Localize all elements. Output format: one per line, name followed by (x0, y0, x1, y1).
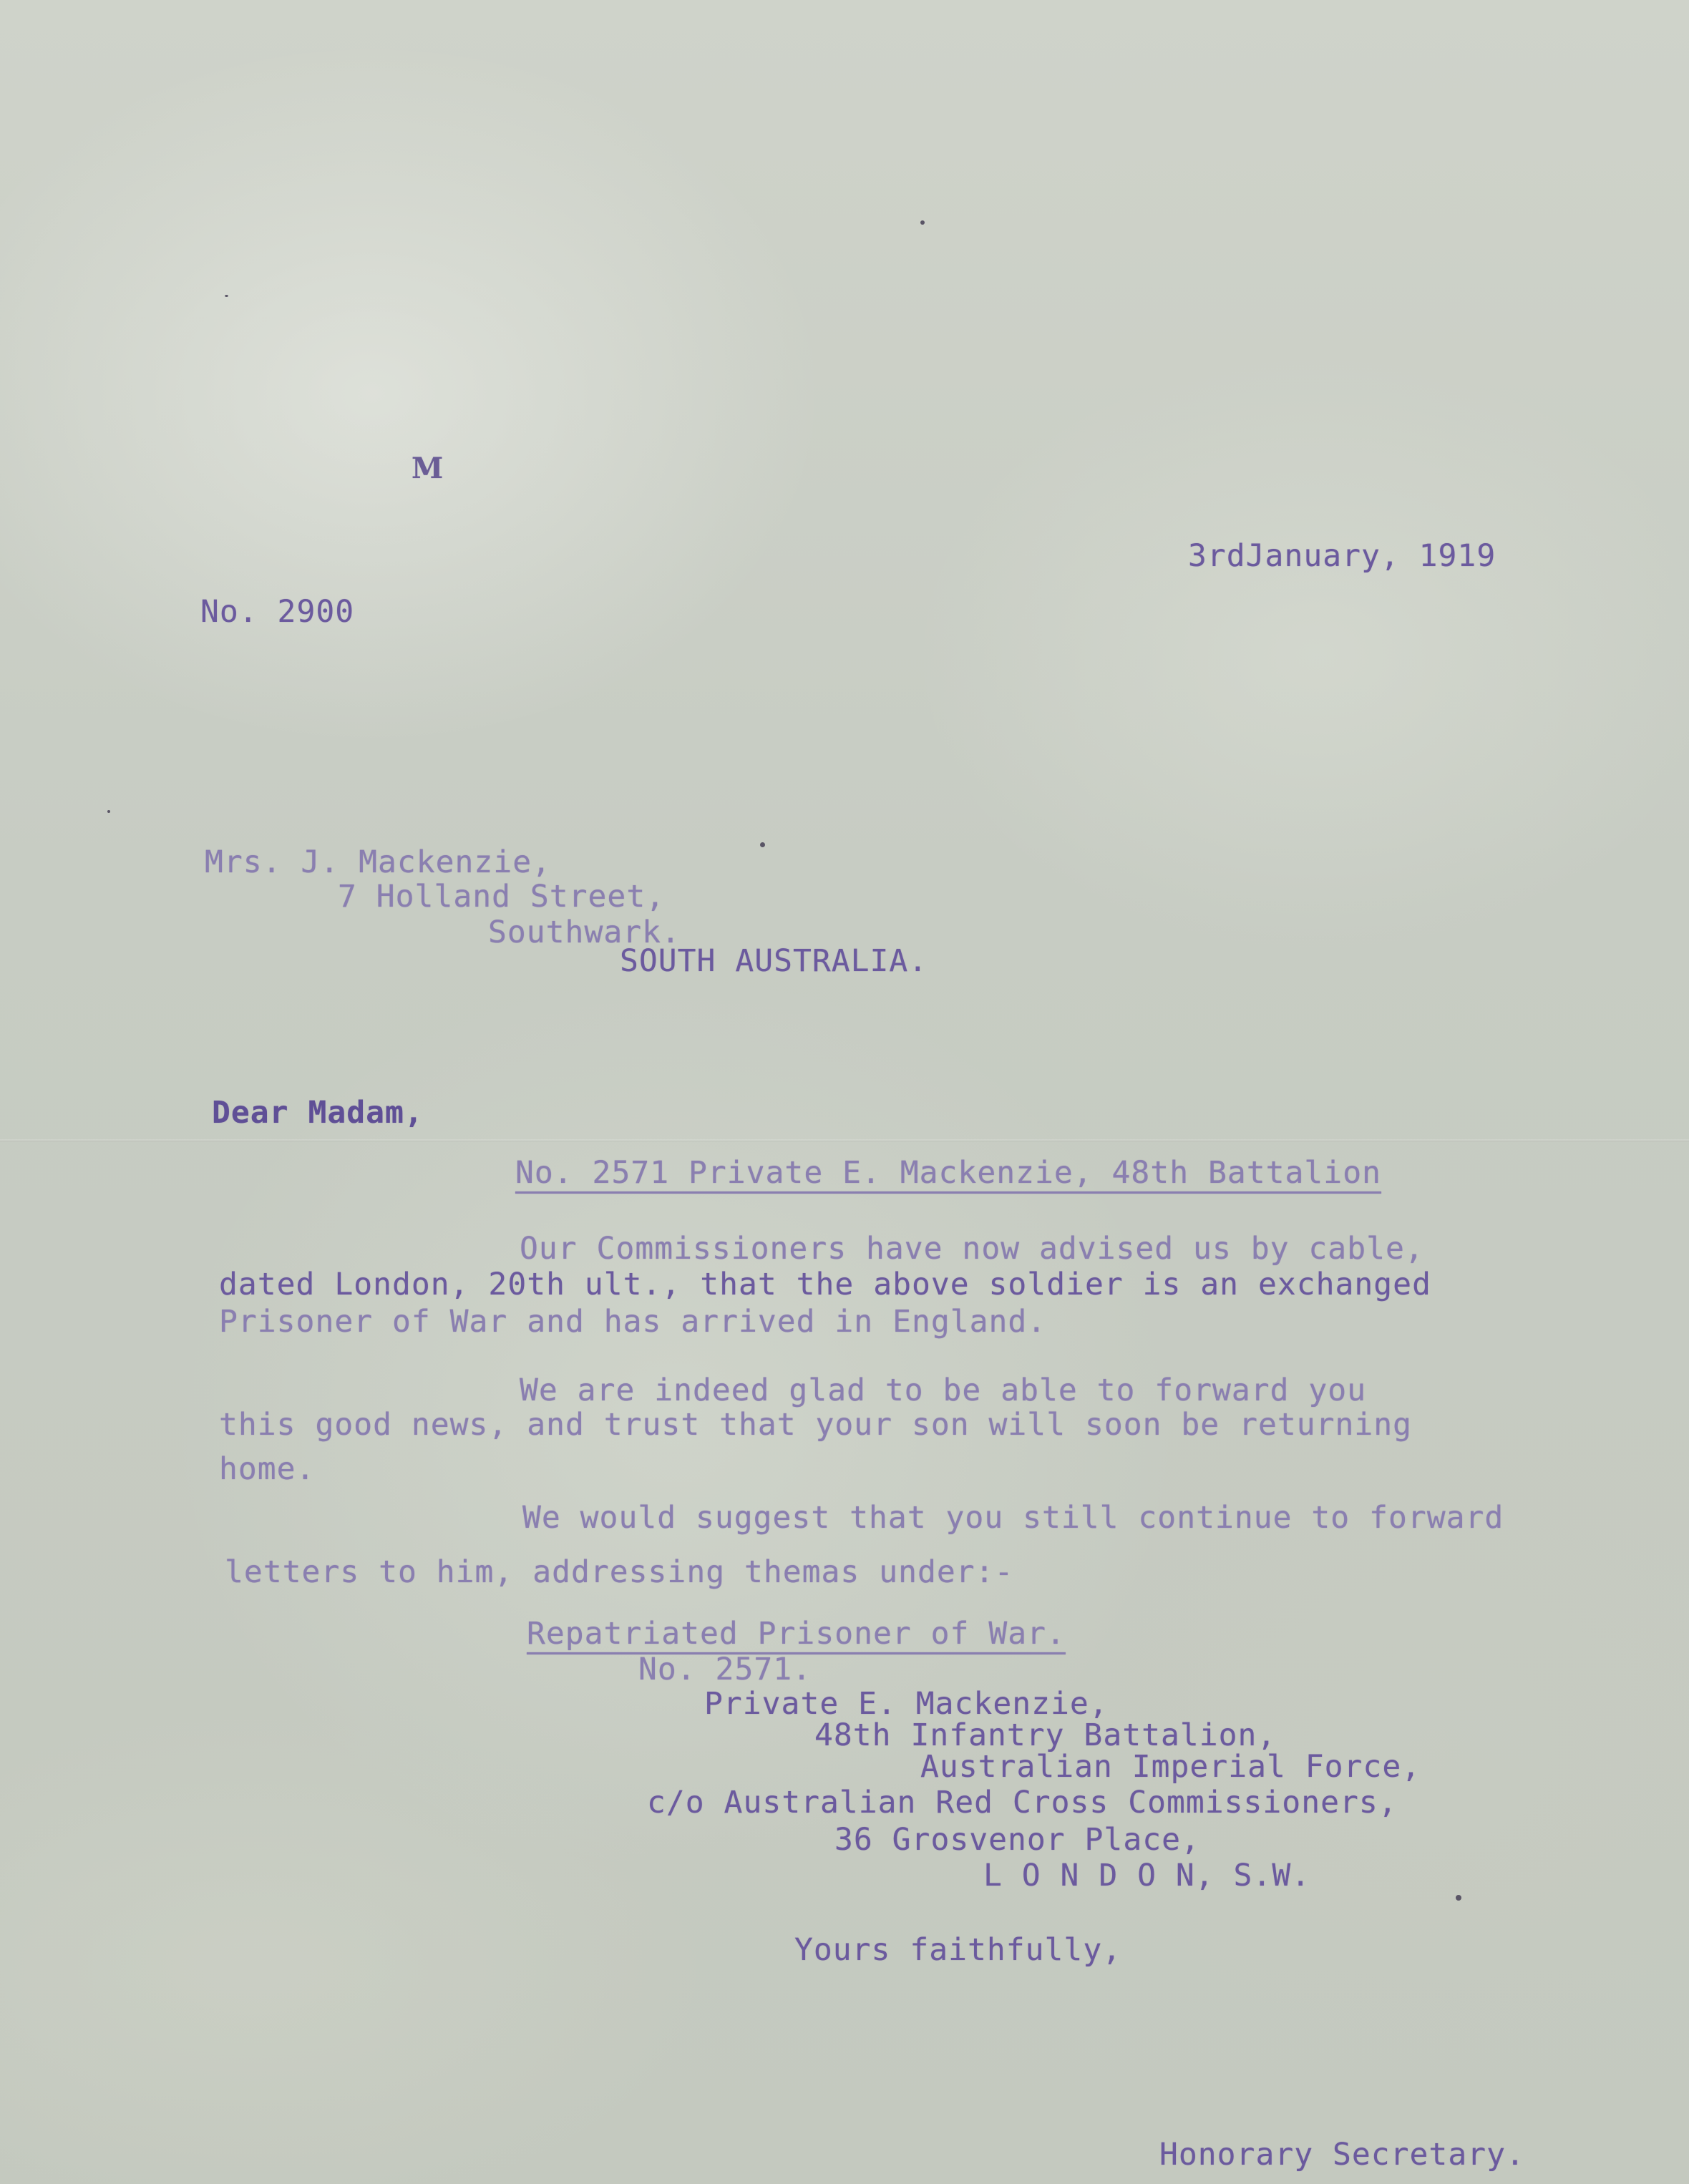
recipient-street: 7 Holland Street, (338, 879, 666, 915)
paragraph1-line2: dated London, 20th ult., that the above soldier is an exchanged (219, 1267, 1431, 1302)
salutation: Dear Madam, (212, 1095, 424, 1131)
paragraph3-line1: We would suggest that you still continue to forward (522, 1500, 1504, 1536)
closing: Yours faithfully, (794, 1932, 1122, 1968)
address-name: Private E. Mackenzie, (704, 1686, 1109, 1722)
paragraph2-line1: We are indeed glad to be able to forward you (520, 1373, 1367, 1408)
paper-speck (760, 842, 765, 847)
recipient-suburb: Southwark. (488, 915, 681, 950)
address-street: 36 Grosvenor Place, (834, 1822, 1200, 1858)
letter-initial: M (412, 452, 444, 485)
paragraph1-line1: Our Commissioners have now advised us by cable, (520, 1231, 1424, 1267)
paragraph2-line2: this good news, and trust that your son will soon be returning (219, 1407, 1413, 1443)
paragraph3-line2: letters to him, addressing themas under:- (225, 1554, 1014, 1590)
address-heading: Repatriated Prisoner of War. (527, 1616, 1066, 1652)
address-force: Australian Imperial Force, (920, 1749, 1421, 1785)
paper-speck (107, 810, 110, 813)
subject-line: No. 2571 Private E. Mackenzie, 48th Battalion (515, 1155, 1381, 1191)
signatory-title: Honorary Secretary. (1159, 2137, 1525, 2173)
address-care-of: c/o Australian Red Cross Commissioners, (647, 1785, 1398, 1820)
paper-speck (920, 220, 925, 225)
recipient-state: SOUTH AUSTRALIA. (620, 943, 928, 979)
address-city: L O N D O N, S.W. (983, 1858, 1311, 1893)
reference-number: No. 2900 (200, 594, 355, 630)
letter-date: 3rdJanuary, 1919 (1188, 538, 1496, 574)
address-number: No. 2571. (638, 1652, 812, 1687)
paragraph2-line3: home. (219, 1451, 316, 1487)
paper-speck (1456, 1895, 1461, 1901)
paragraph1-line3: Prisoner of War and has arrived in England. (219, 1304, 1047, 1340)
recipient-name: Mrs. J. Mackenzie, (205, 844, 551, 880)
paper-speck (225, 295, 228, 297)
address-unit: 48th Infantry Battalion, (814, 1717, 1277, 1753)
paper-fold (0, 1139, 1689, 1142)
